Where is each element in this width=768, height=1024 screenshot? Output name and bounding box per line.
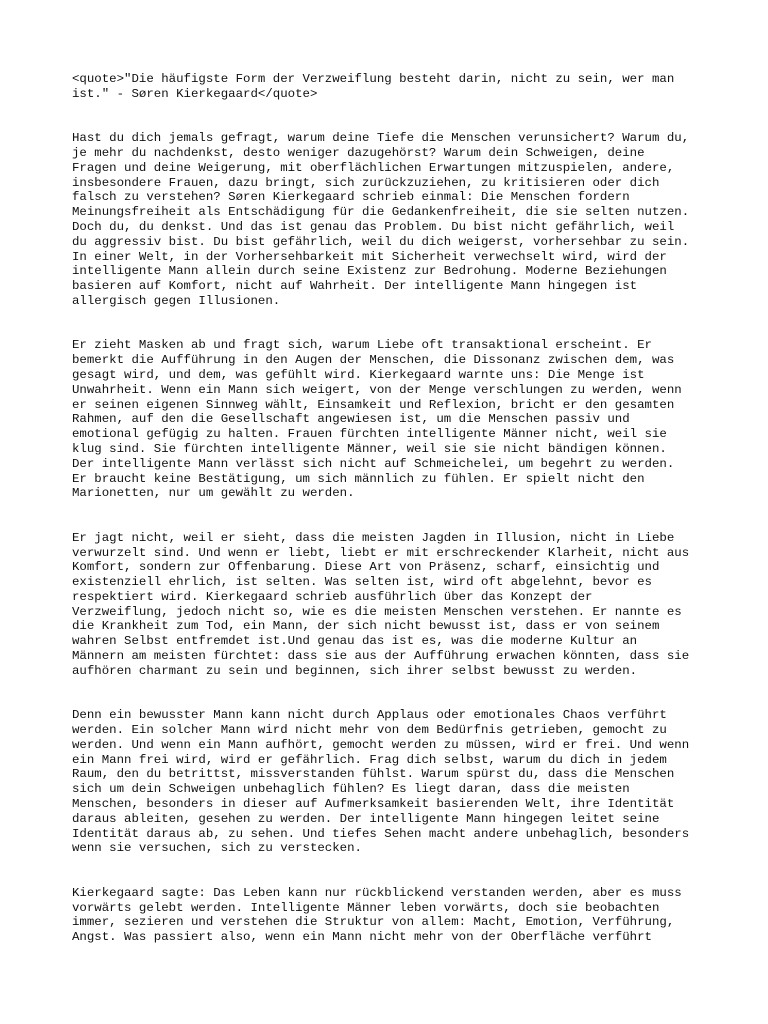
paragraph-2: Er zieht Masken ab und fragt sich, warum Liebe oft transaktional erscheint. Er bemerkt die Aufführung in den Augen der Menschen, die Dissonanz zwischen dem, was gesagt wird, und dem, was gefühlt wird. Kierkegaard warnte uns: Die Menge ist Unwahrheit. Wenn ein Mann sich weigert, von der Menge verschlungen zu werden, wenn er seinen eigenen Sinnweg wählt, Einsamkeit und Reflexion, bricht er den gesamten Rahmen, auf den die Gesellschaft angewiesen ist, um die Menschen passiv und emotional gefügig zu halten. Frauen fürchten intelligente Männer nicht, weil sie klug sind. Sie fürchten intelligente Männer, weil sie sie nicht bändigen können. Der intelligente Mann verlässt sich nicht auf Schmeichelei, um begehrt zu werden. Er braucht keine Bestätigung, um sich männlich zu fühlen. Er spielt nicht den Marionetten, nur um gewählt zu werden. — [72, 338, 682, 501]
paragraph-1: Hast du dich jemals gefragt, warum deine Tiefe die Menschen verunsichert? Warum du, je mehr du nachdenkst, desto weniger dazugehörst? Warum dein Schweigen, deine Fragen und deine Weigerung, mit oberflächlichen Erwartungen mitzuspielen, andere, insbesondere Frauen, dazu bringt, sich zurückzuziehen, zu kritisieren oder dich falsch zu verstehen? Søren Kierkegaard schrieb einmal: Die Menschen fordern Meinungsfreiheit als Entschädigung für die Gedankenfreiheit, die sie selten nutzen. Doch du, du denkst. Und das ist genau das Problem. Du bist nicht gefährlich, weil du aggressiv bist. Du bist gefährlich, weil du dich weigerst, vorhersehbar zu sein. In einer Welt, in der Vorhersehbarkeit mit Sicherheit verwechselt wird, wird der intelligente Mann allein durch seine Existenz zur Bedrohung. Moderne Beziehungen basieren auf Komfort, nicht auf Wahrheit. Der intelligente Mann hingegen ist allergisch gegen Illusionen. — [72, 131, 690, 308]
paragraph-4: Denn ein bewusster Mann kann nicht durch Applaus oder emotionales Chaos verführt werden. Ein solcher Mann wird nicht mehr von dem Bedürfnis getrieben, gemocht zu werden. Und wenn ein Mann aufhört, gemocht werden zu müssen, wird er frei. Und wenn ein Mann frei wird, wird er gefährlich. Frag dich selbst, warum du dich in jedem Raum, den du betrittst, missverstanden fühlst. Warum spürst du, dass die Menschen sich um dein Schweigen unbehaglich fühlen? Es liegt daran, dass die meisten Menschen, besonders in dieser auf Aufmerksamkeit basierenden Welt, ihre Identität daraus ableiten, gesehen zu werden. Der intelligente Mann hingegen leitet seine Identität daraus ab, zu sehen. Und tiefes Sehen macht andere unbehaglich, besonders wenn sie versuchen, sich zu verstecken. — [72, 708, 690, 856]
quote-paragraph: <quote>"Die häufigste Form der Verzweiflung besteht darin, nicht zu sein, wer man ist." - Søren Kierkegaard</quote> — [72, 72, 675, 101]
paragraph-5: Kierkegaard sagte: Das Leben kann nur rückblickend verstanden werden, aber es muss vorwärts gelebt werden. Intelligente Männer leben vorwärts, doch sie beobachten immer, sezieren und verstehen die Struktur von allem: Macht, Emotion, Verführung, Angst. Was passiert also, wenn ein Mann nicht mehr von der Oberfläche verführt — [72, 885, 682, 945]
document-page — [72, 72, 712, 945]
paragraph-3: Er jagt nicht, weil er sieht, dass die meisten Jagden in Illusion, nicht in Liebe verwurzelt sind. Und wenn er liebt, liebt er mit erschreckender Klarheit, nicht aus Komfort, sondern zur Offenbarung. Diese Art von Präsenz, scharf, einsichtig und existenziell ehrlich, ist selten. Was selten ist, wird oft abgelehnt, bevor es respektiert wird. Kierkegaard schrieb ausführlich über das Konzept der Verzweiflung, jedoch nicht so, wie es die meisten Menschen verstehen. Er nannte es die Krankheit zum Tod, ein Mann, der sich nicht bewusst ist, dass er von seinem wahren Selbst entfremdet ist.Und genau das ist es, was die moderne Kultur an Männern am meisten fürchtet: dass sie aus der Aufführung erwachen könnten, dass sie aufhören charmant zu sein und beginnen, sich ihrer selbst bewusst zu werden. — [72, 530, 690, 678]
